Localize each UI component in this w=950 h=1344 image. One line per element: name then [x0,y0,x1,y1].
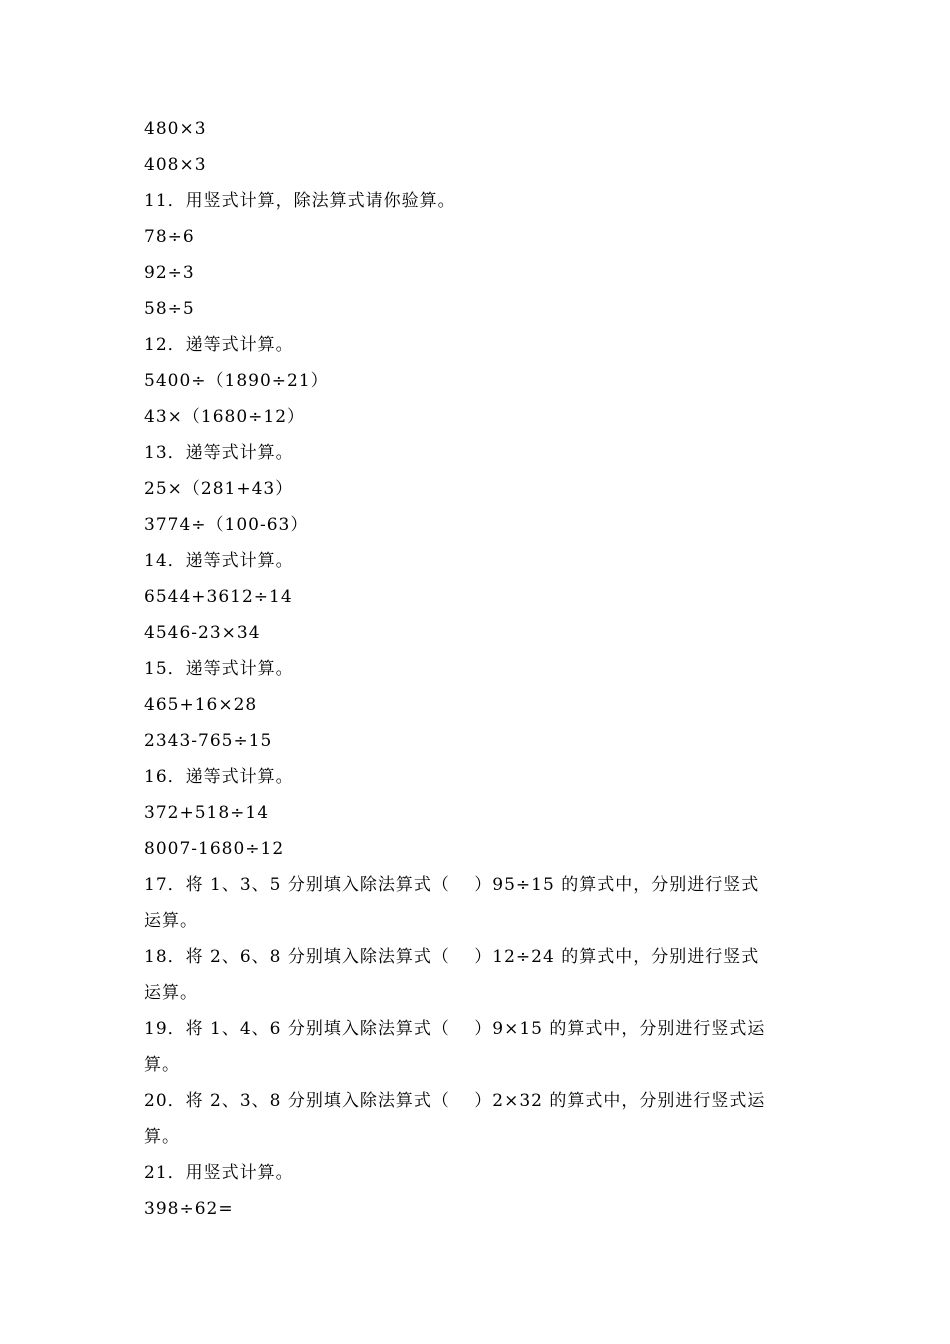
expression-line: 92÷3 [144,263,195,283]
question-heading: 15．递等式计算。 [144,659,294,679]
expression-line: 465+16×28 [144,695,258,715]
question-19-line-1: 19．将 1、4、6 分别填入除法算式（ ）9×15 的算式中，分别进行竖式运 [144,1019,766,1039]
expression-line: 58÷5 [144,299,195,319]
question-heading: 14．递等式计算。 [144,551,294,571]
expression-line: 43×（1680÷12） [144,407,306,427]
expression-line: 372+518÷14 [144,803,270,823]
question-20-line-1: 20．将 2、3、8 分别填入除法算式（ ）2×32 的算式中，分别进行竖式运 [144,1091,766,1111]
question-17-line-2: 运算。 [144,911,198,931]
question-21-heading: 21．用竖式计算。 [144,1163,294,1183]
expression-line: 2343-765÷15 [144,731,273,751]
expression-line: 6544+3612÷14 [144,587,293,607]
question-heading: 13．递等式计算。 [144,443,294,463]
document-content [144,111,808,1227]
expression-line: 5400÷（1890÷21） [144,371,329,391]
question-heading: 16．递等式计算。 [144,767,294,787]
expression-line: 480×3 [144,119,207,139]
question-20-line-2: 算。 [144,1127,180,1147]
question-19-line-2: 算。 [144,1055,180,1075]
expression-line: 408×3 [144,155,207,175]
expression-line: 4546-23×34 [144,623,261,643]
question-18-line-2: 运算。 [144,983,198,1003]
expression-line: 8007-1680÷12 [144,839,285,859]
expression-line: 25×（281+43） [144,479,294,499]
question-heading: 11．用竖式计算，除法算式请你验算。 [144,191,456,211]
question-17-line-1: 17．将 1、3、5 分别填入除法算式（ ）95÷15 的算式中，分别进行竖式 [144,875,760,895]
expression-line: 3774÷（100-63） [144,515,309,535]
expression-line: 398÷62= [144,1199,234,1219]
question-18-line-1: 18．将 2、6、8 分别填入除法算式（ ）12÷24 的算式中，分别进行竖式 [144,947,760,967]
question-heading: 12．递等式计算。 [144,335,294,355]
expression-line: 78÷6 [144,227,195,247]
